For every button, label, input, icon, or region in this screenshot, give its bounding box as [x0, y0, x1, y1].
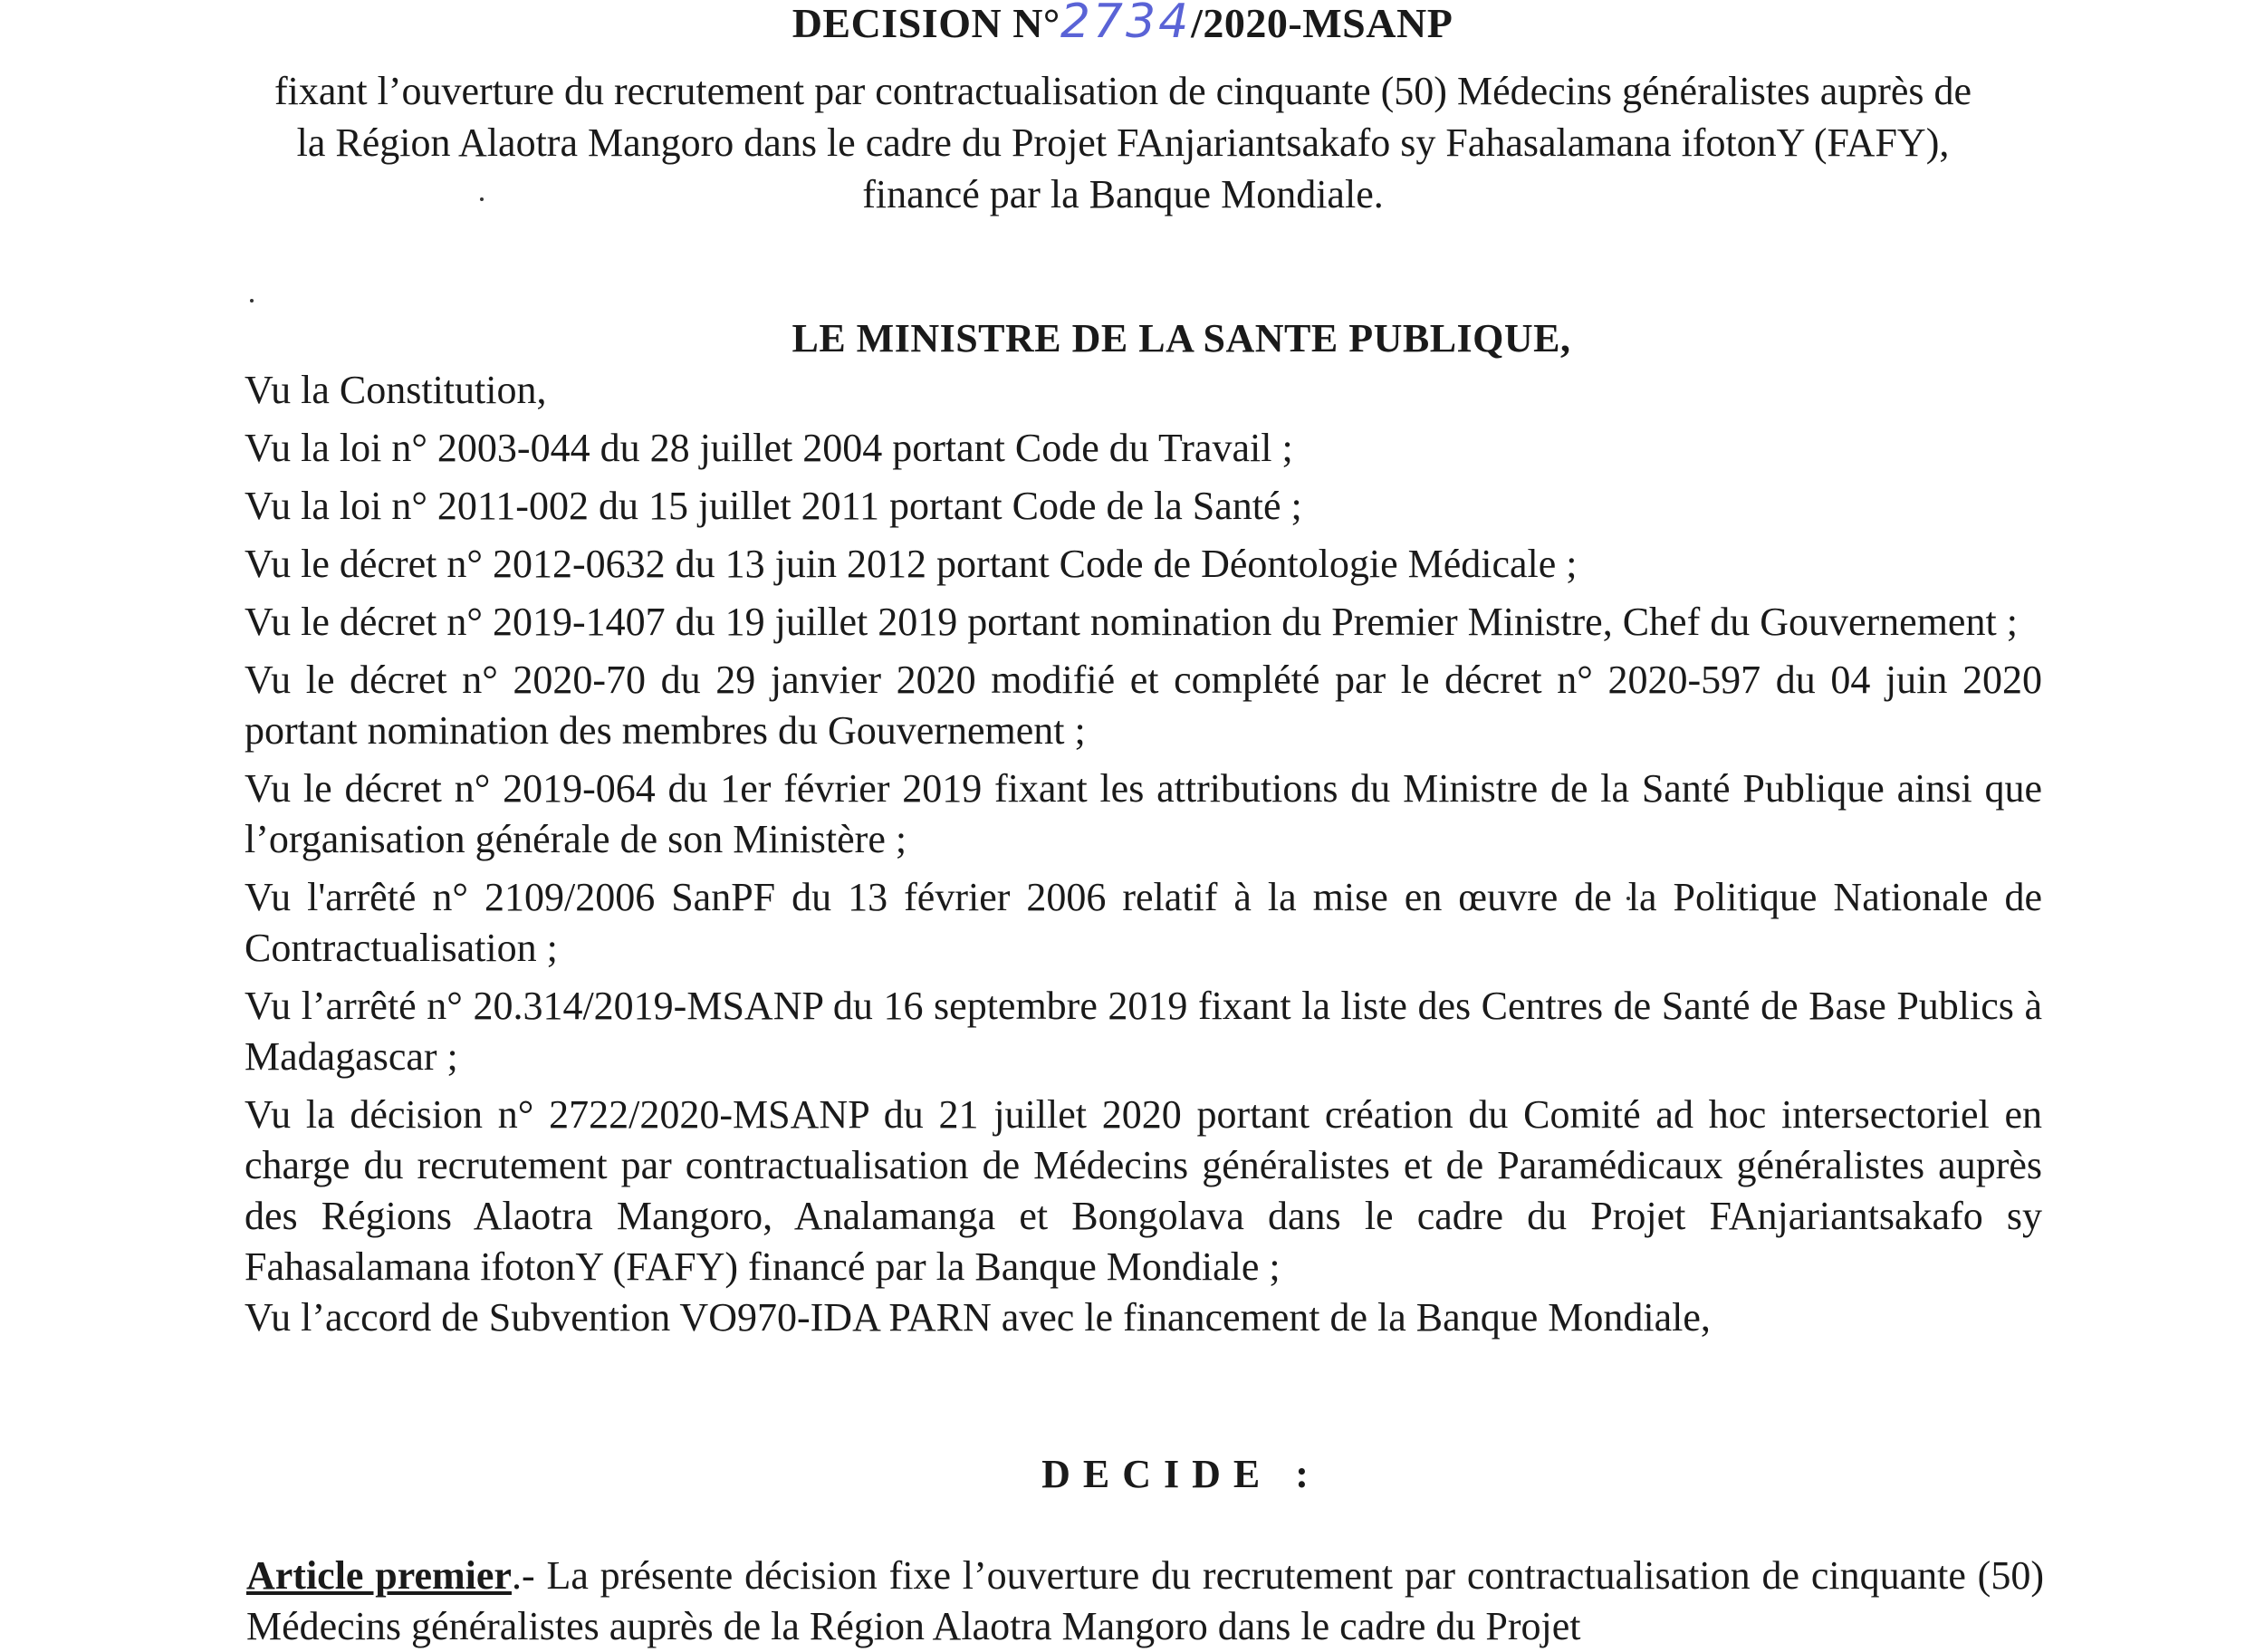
- visa-item: Vu le décret n° 2019-064 du 1er février 2019 fixant les attributions du Ministre de la Santé Publique ainsi que l’organisation générale de son Ministère ;: [245, 766, 2042, 861]
- visa-item: Vu le décret n° 2012-0632 du 13 juin 2012 portant Code de Déontologie Médicale ;: [245, 542, 1578, 586]
- decision-subtitle: fixant l’ouverture du recrutement par contractualisation de cinquante (50) Médecins généralistes auprès de la Région Alaotra Mangoro dans le cadre du Projet FAnjariantsakafo sy Fahasalamana ifotonY (FAFY), financé par la Banque Mondiale.: [273, 69, 1972, 216]
- decision-title: [0, 0, 2245, 49]
- visa-item: Vu l’accord de Subvention VO970-IDA PARN avec le financement de la Banque Mondiale,: [245, 1295, 1711, 1340]
- article-text: .- La présente décision fixe l’ouverture du recrutement par contractualisation de cinquante (50) Médecins généralistes auprès de la Région Alaotra Mangoro dans le cadre du Projet: [246, 1553, 2044, 1648]
- article-label: Article premier: [246, 1553, 512, 1598]
- visa-item: Vu la Constitution,: [245, 368, 547, 412]
- visas-list: [245, 365, 2042, 1350]
- visa-item: Vu la loi n° 2003-044 du 28 juillet 2004 portant Code du Travail ;: [245, 426, 1293, 470]
- visa-item: Vu l'arrêté n° 2109/2006 SanPF du 13 février 2006 relatif à la mise en œuvre de la Politique Nationale de Contractualisation ;: [245, 875, 2042, 970]
- title-prefix: DECISION N°: [792, 0, 1060, 46]
- visa-item: Vu le décret n° 2019-1407 du 19 juillet 2019 portant nomination du Premier Ministre, Chef du Gouvernement ;: [245, 600, 2018, 644]
- scan-speck: [250, 299, 254, 303]
- handwritten-decision-number: 2734: [1060, 0, 1192, 49]
- visa-item: Vu le décret n° 2020-70 du 29 janvier 2020 modifié et complété par le décret n° 2020-597 du 04 juin 2020 portant nomination des membres du Gouvernement ;: [245, 658, 2042, 753]
- minister-heading: LE MINISTRE DE LA SANTE PUBLIQUE,: [792, 316, 1571, 360]
- decide-heading: DECIDE :: [1041, 1452, 1321, 1496]
- visa-item: Vu la décision n° 2722/2020-MSANP du 21 juillet 2020 portant création du Comité ad hoc intersectoriel en charge du recrutement par contractualisation de Médecins généralistes et de Paramédicaux généralistes auprès des Régions Alaotra Mangoro, Analamanga et Bongolava dans le cadre du Projet FAnjariantsakafo sy Fahasalamana ifotonY (FAFY) financé par la Banque Mondiale ;: [245, 1092, 2042, 1289]
- visa-item: Vu la loi n° 2011-002 du 15 juillet 2011 portant Code de la Santé ;: [245, 484, 1302, 528]
- title-suffix: /2020-MSANP: [1191, 0, 1453, 46]
- article-premier: [246, 1551, 2044, 1652]
- visa-item: Vu l’arrêté n° 20.314/2019-MSANP du 16 septembre 2019 fixant la liste des Centres de Santé de Base Publics à Madagascar ;: [245, 984, 2042, 1079]
- scan-speck: [480, 197, 484, 201]
